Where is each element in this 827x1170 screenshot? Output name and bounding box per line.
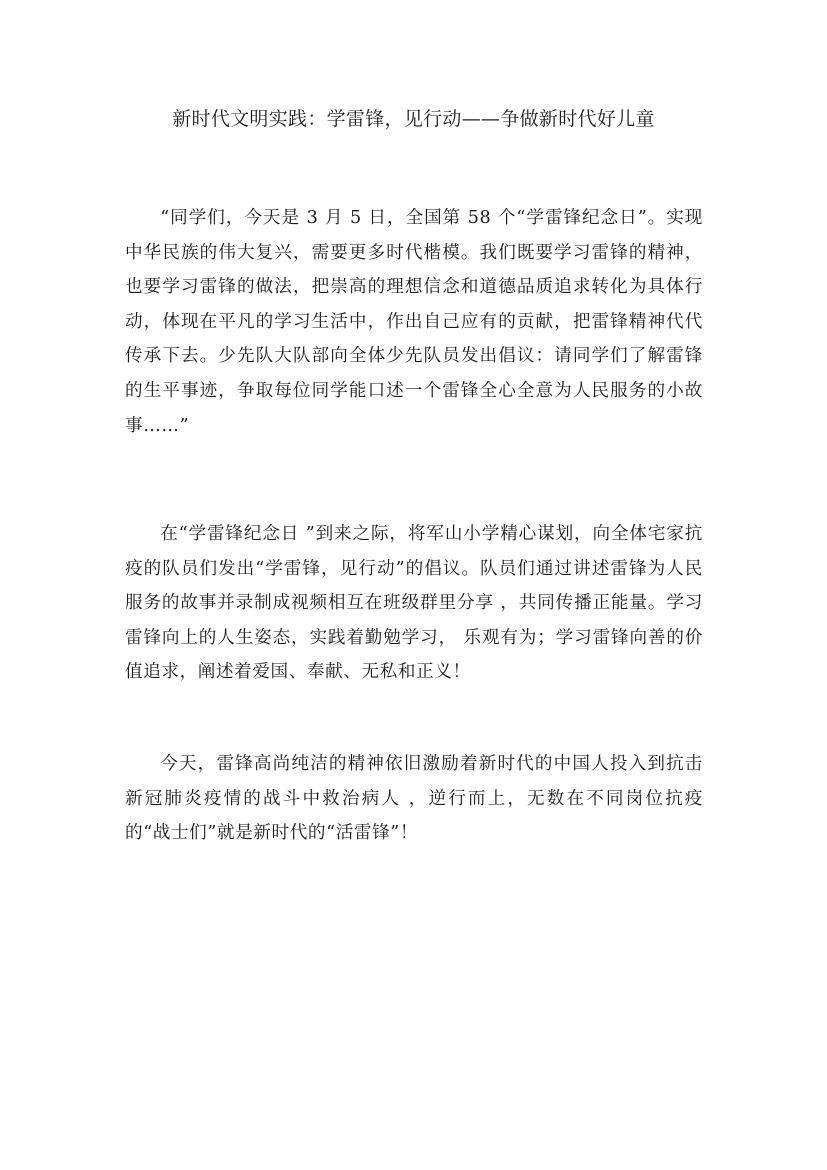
document-title: 新时代文明实践：学雷锋，见行动——争做新时代好儿童 [172, 108, 655, 130]
paragraph-3: 今天，雷锋高尚纯洁的精神依旧激励着新时代的中国人投入到抗击新冠肺炎疫情的战斗中救治病人 ，逆行而上，无数在不同岗位抗疫的“战士们”就是新时代的“活雷锋”！ [125, 754, 703, 844]
paragraph-1: “同学们，今天是 3 月 5 日，全国第 58 个“学雷锋纪念日”。实现中华民族的伟大复兴，需要更多时代楷模。我们既要学习雷锋的精神，也要学习雷锋的做法，把崇高的理想信念和道德品质追求转化为具体行动，体现在平凡的学习生活中，作出自己应有的贡献，把雷锋精神代代传承下去。少先队大队部向全体少先队员发出倡议：请同学们了解雷锋的生平事迹，争取每位同学能口述一个雷锋全心全意为人民服务的小故事……” [125, 208, 703, 436]
paragraph-2: 在“学雷锋纪念日 ”到来之际，将军山小学精心谋划，向全体宅家抗疫的队员们发出“学雷锋，见行动”的倡议。队员们通过讲述雷锋为人民服务的故事并录制成视频相互在班级群里分享 ，共同传播正能量。学习雷锋向上的人生姿态，实践着勤勉学习， 乐观有为；学习雷锋向善的价值追求，阐述着爱国、奉献、无私和正义！ [125, 524, 703, 683]
